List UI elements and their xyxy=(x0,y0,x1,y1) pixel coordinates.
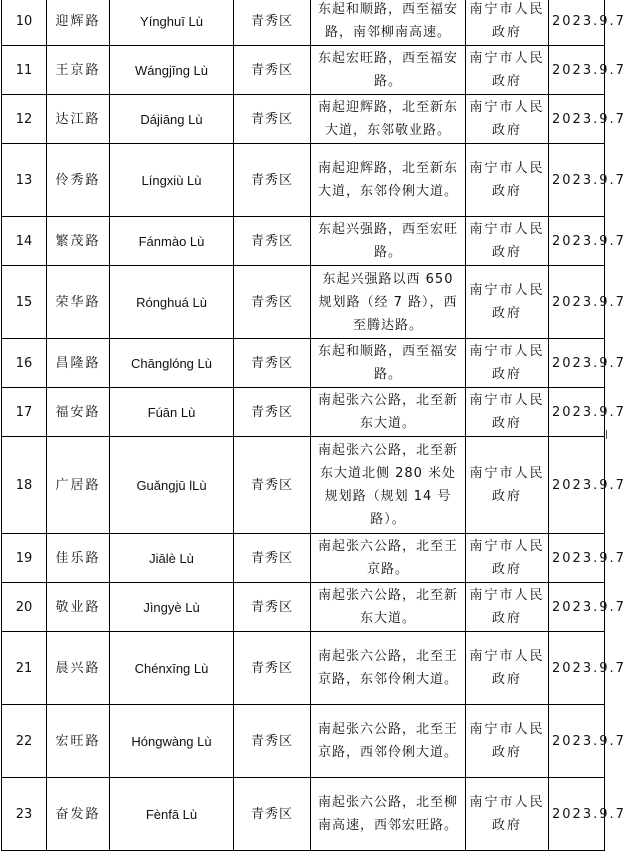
road-pinyin: Wángjīng Lù xyxy=(110,46,234,95)
road-name: 晨兴路 xyxy=(47,632,110,705)
approval-date: 2023.9.7 xyxy=(549,534,605,583)
row-number: 15 xyxy=(2,266,47,339)
approving-authority: 南宁市人民政府 xyxy=(466,95,549,144)
road-name: 荣华路 xyxy=(47,266,110,339)
road-name: 奋发路 xyxy=(47,778,110,851)
table-row xyxy=(2,632,605,705)
road-extent: 南起张六公路，北至王京路，西邻伶俐大道。 xyxy=(311,705,466,778)
district: 青秀区 xyxy=(234,266,311,339)
road-name: 敬业路 xyxy=(47,583,110,632)
road-pinyin: Guǎngjū lLù xyxy=(110,437,234,534)
table-row xyxy=(2,0,605,46)
row-number: 12 xyxy=(2,95,47,144)
district: 青秀区 xyxy=(234,583,311,632)
road-extent: 南起张六公路，北至王京路。 xyxy=(311,534,466,583)
road-name: 伶秀路 xyxy=(47,144,110,217)
row-number: 20 xyxy=(2,583,47,632)
approval-date: 2023.9.7 xyxy=(549,339,605,388)
road-name: 达江路 xyxy=(47,95,110,144)
approving-authority: 南宁市人民政府 xyxy=(466,583,549,632)
approval-date: 2023.9.7 xyxy=(549,778,605,851)
road-name: 宏旺路 xyxy=(47,705,110,778)
district: 青秀区 xyxy=(234,437,311,534)
district: 青秀区 xyxy=(234,534,311,583)
road-extent: 东起和顺路，西至福安路，南邻柳南高速。 xyxy=(311,0,466,46)
road-name: 王京路 xyxy=(47,46,110,95)
approving-authority: 南宁市人民政府 xyxy=(466,217,549,266)
road-extent: 东起宏旺路，西至福安路。 xyxy=(311,46,466,95)
approving-authority: 南宁市人民政府 xyxy=(466,388,549,437)
approval-date: 2023.9.7 xyxy=(549,95,605,144)
road-name: 佳乐路 xyxy=(47,534,110,583)
table-row xyxy=(2,95,605,144)
district: 青秀区 xyxy=(234,46,311,95)
road-name: 昌隆路 xyxy=(47,339,110,388)
road-name: 广居路 xyxy=(47,437,110,534)
table-row xyxy=(2,339,605,388)
row-number: 16 xyxy=(2,339,47,388)
approval-date: 2023.9.7 xyxy=(549,583,605,632)
road-name: 繁茂路 xyxy=(47,217,110,266)
table-row xyxy=(2,46,605,95)
approval-date: 2023.9.7 xyxy=(549,705,605,778)
row-number: 17 xyxy=(2,388,47,437)
road-extent: 南起张六公路，北至新东大道北侧 280 米处规划路（规划 14 号路）。 xyxy=(311,437,466,534)
row-number: 11 xyxy=(2,46,47,95)
row-number: 23 xyxy=(2,778,47,851)
approving-authority: 南宁市人民政府 xyxy=(466,778,549,851)
road-pinyin: Jiālè Lù xyxy=(110,534,234,583)
road-extent: 南起迎辉路，北至新东大道，东邻伶俐大道。 xyxy=(311,144,466,217)
row-number: 14 xyxy=(2,217,47,266)
table-row xyxy=(2,705,605,778)
approving-authority: 南宁市人民政府 xyxy=(466,144,549,217)
road-extent: 东起兴强路，西至宏旺路。 xyxy=(311,217,466,266)
table-row xyxy=(2,778,605,851)
road-pinyin: Hóngwàng Lù xyxy=(110,705,234,778)
district: 青秀区 xyxy=(234,95,311,144)
approval-date: 2023.9.7 xyxy=(549,0,605,46)
district: 青秀区 xyxy=(234,217,311,266)
road-name: 福安路 xyxy=(47,388,110,437)
approving-authority: 南宁市人民政府 xyxy=(466,46,549,95)
road-pinyin: Chénxīng Lù xyxy=(110,632,234,705)
district: 青秀区 xyxy=(234,632,311,705)
table-row xyxy=(2,437,605,534)
approving-authority: 南宁市人民政府 xyxy=(466,632,549,705)
road-extent: 东起兴强路以西 650 规划路（经 7 路），西至腾达路。 xyxy=(311,266,466,339)
row-number: 18 xyxy=(2,437,47,534)
road-pinyin: Dájiāng Lù xyxy=(110,95,234,144)
district: 青秀区 xyxy=(234,0,311,46)
road-pinyin: Língxiù Lù xyxy=(110,144,234,217)
table-row xyxy=(2,217,605,266)
road-pinyin: Rónghuá Lù xyxy=(110,266,234,339)
approving-authority: 南宁市人民政府 xyxy=(466,534,549,583)
road-pinyin: Fánmào Lù xyxy=(110,217,234,266)
road-naming-table xyxy=(1,0,626,851)
district: 青秀区 xyxy=(234,144,311,217)
table-body xyxy=(2,0,626,851)
approval-date: 2023.9.7 xyxy=(549,217,605,266)
approving-authority: 南宁市人民政府 xyxy=(466,437,549,534)
approving-authority: 南宁市人民政府 xyxy=(466,339,549,388)
road-extent: 南起张六公路，北至柳南高速，西邻宏旺路。 xyxy=(311,778,466,851)
district: 青秀区 xyxy=(234,705,311,778)
row-number: 22 xyxy=(2,705,47,778)
road-name: 迎辉路 xyxy=(47,0,110,46)
road-pinyin: Chānglóng Lù xyxy=(110,339,234,388)
row-number: 21 xyxy=(2,632,47,705)
row-number: 10 xyxy=(2,0,47,46)
approval-date: 2023.9.7 xyxy=(549,437,605,534)
approving-authority: 南宁市人民政府 xyxy=(466,705,549,778)
row-number: 13 xyxy=(2,144,47,217)
table-row xyxy=(2,266,605,339)
table-row xyxy=(2,583,605,632)
approval-date: 2023.9.7 xyxy=(549,632,605,705)
table-row xyxy=(2,534,605,583)
road-pinyin: Yínghuī Lù xyxy=(110,0,234,46)
road-extent: 南起迎辉路，北至新东大道，东邻敬业路。 xyxy=(311,95,466,144)
approval-date: 2023.9.7 xyxy=(549,266,605,339)
road-extent: 东起和顺路，西至福安路。 xyxy=(311,339,466,388)
approving-authority: 南宁市人民政府 xyxy=(466,266,549,339)
approval-date: 2023.9.7 xyxy=(549,388,605,437)
approving-authority: 南宁市人民政府 xyxy=(466,0,549,46)
row-number: 19 xyxy=(2,534,47,583)
road-extent: 南起张六公路，北至新东大道。 xyxy=(311,583,466,632)
table-row xyxy=(2,144,605,217)
road-pinyin: Fúān Lù xyxy=(110,388,234,437)
table-row xyxy=(2,388,605,437)
approval-date: 2023.9.7 xyxy=(549,46,605,95)
road-pinyin: Fènfā Lù xyxy=(110,778,234,851)
road-extent: 南起张六公路，北至新东大道。 xyxy=(311,388,466,437)
district: 青秀区 xyxy=(234,778,311,851)
road-pinyin: Jìngyè Lù xyxy=(110,583,234,632)
page-edge-mark xyxy=(606,430,607,439)
district: 青秀区 xyxy=(234,388,311,437)
approval-date: 2023.9.7 xyxy=(549,144,605,217)
road-extent: 南起张六公路，北至王京路，东邻伶俐大道。 xyxy=(311,632,466,705)
district: 青秀区 xyxy=(234,339,311,388)
